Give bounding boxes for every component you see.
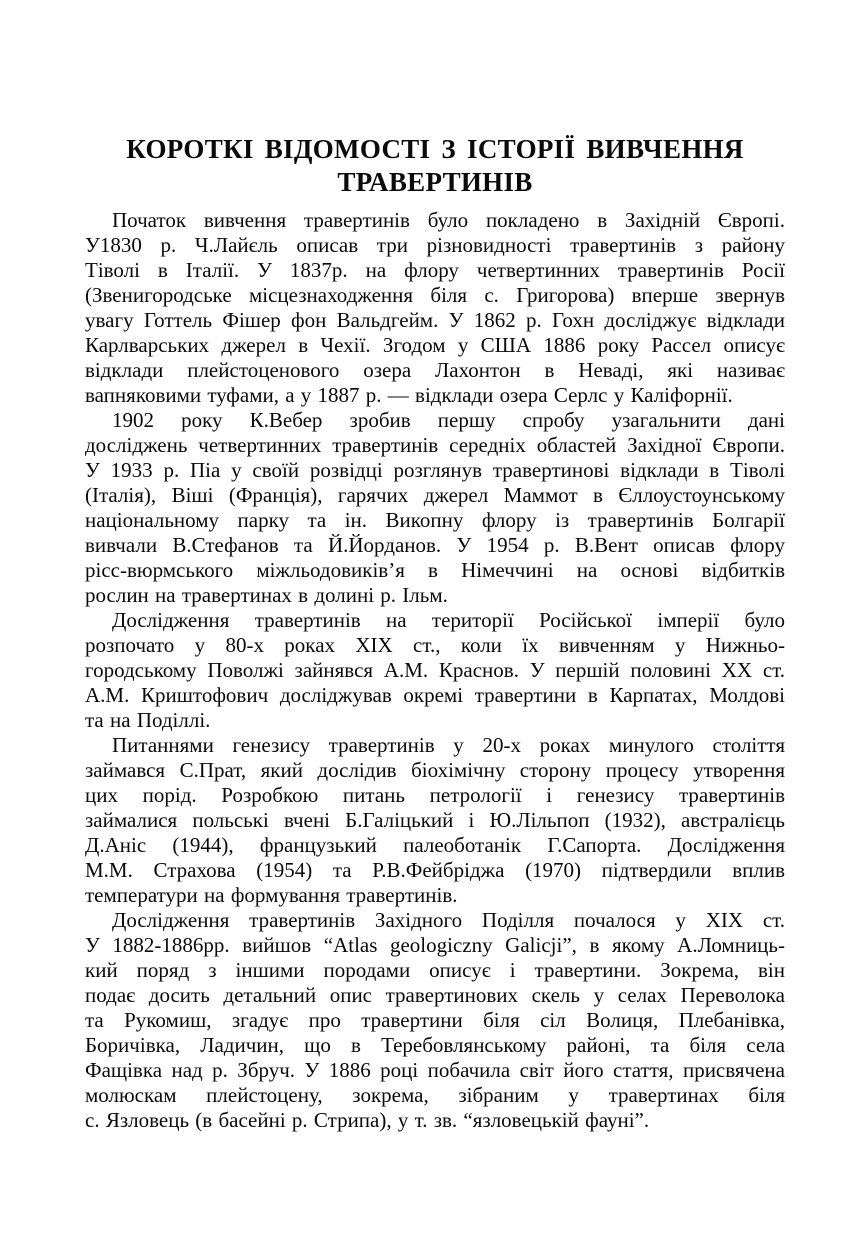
text-line: кий поряд з іншими породами описує і травертини. Зокрема, він [85,958,785,982]
paragraph [85,908,785,1133]
text-line: Боричівка, Ладичин, що в Теребовлянському районі, та біля села [85,1033,785,1057]
text-line: займався С.Прат, який дослідив біохімічну сторону процесу утворення [85,758,785,782]
document-body [85,208,785,1133]
text-line: вивчали В.Стефанов та Й.Йорданов. У 1954 р. В.Вент описав флору [85,533,785,557]
paragraph [85,408,785,608]
text-line: с. Язловець (в басейні р. Стрипа), у т. зв. “язловецькій фауні”. [85,1108,650,1132]
text-line: Початок вивчення травертинів було покладено в Західній Європі. [112,208,785,232]
text-line: У1830 р. Ч.Лайєль описав три різновидності травертинів з району [85,233,785,257]
paragraph [85,608,785,733]
text-line: рослин на травертинах в долині р. Ільм. [85,583,448,607]
text-line: вапняковими туфами, а у 1887 р. — відклади озера Серлс у Каліфорнії. [85,383,733,407]
text-line: У 1933 р. Піа у своїй розвідці розглянув травертинові відклади в Тіволі [85,458,785,482]
text-line: А.М. Криштофович досліджував окремі травертини в Карпатах, Молдові [85,683,785,707]
page-title-line-1: КОРОТКІ ВІДОМОСТІ З ІСТОРІЇ ВИВЧЕННЯ [126,134,744,164]
text-line: Дослідження травертинів на території Російської імперії було [112,608,785,632]
page-title-line-2: ТРАВЕРТИНІВ [337,167,533,197]
text-line: та Рукомиш, згадує про травертини біля сіл Волиця, Плебанівка, [85,1008,785,1032]
text-line: відклади плейстоценового озера Лахонтон в Неваді, які називає [85,358,785,382]
text-line: займалися польські вчені Б.Галіцький і Ю.Лільпоп (1932), австралієць [85,808,785,832]
text-line: температури на формування травертинів. [85,883,458,907]
page-title [85,133,785,199]
text-line: досліджень четвертинних травертинів середніх областей Західної Європи. [85,433,785,457]
text-line: Карлварських джерел в Чехії. Згодом у США 1886 року Рассел описує [85,333,785,357]
text-line: Питаннями генезису травертинів у 20-х роках минулого століття [112,733,785,757]
text-line: розпочато у 80-х роках XIX ст., коли їх вивченням у Нижньо- [85,633,785,657]
text-line: (Італія), Віші (Франція), гарячих джерел Маммот в Єллоустоунському [85,483,785,507]
text-line: цих порід. Розробкою питань петрології і генезису травертинів [85,783,785,807]
text-line: молюскам плейстоцену, зокрема, зібраним у травертинах біля [85,1083,785,1107]
text-line: (Звенигородське місцезнаходження біля с. Григорова) вперше звернув [85,283,785,307]
text-line: рісс-вюрмського міжльодовиків’я в Німеччині на основі відбитків [85,558,785,582]
text-line: увагу Готтель Фішер фон Вальдгейм. У 1862 р. Гохн досліджує відклади [85,308,785,332]
text-line: городському Поволжі зайнявся А.М. Краснов. У першій половині XX ст. [85,658,785,682]
text-line: подає досить детальний опис травертинових скель у селах Переволока [85,983,785,1007]
text-line: національному парку та ін. Викопну флору із травертинів Болгарії [85,508,785,532]
paragraph [85,208,785,408]
text-line: У 1882-1886рр. вийшов “Atlas geologiczny Galicji”, в якому А.Ломниць- [85,933,785,957]
text-line: Дослідження травертинів Західного Поділля почалося у XIX ст. [112,908,785,932]
paragraph [85,733,785,908]
text-line: Д.Аніс (1944), французький палеоботанік Г.Сапорта. Дослідження [85,833,785,857]
text-line: М.М. Страхова (1954) та Р.В.Фейбріджа (1970) підтвердили вплив [85,858,785,882]
text-line: Фащівка над р. Збруч. У 1886 році побачила світ його стаття, присвячена [85,1058,785,1082]
text-line: та на Поділлі. [85,708,211,732]
text-line: Тіволі в Італії. У 1837р. на флору четвертинних травертинів Росії [85,258,785,282]
text-line: 1902 року К.Вебер зробив першу спробу узагальнити дані [112,408,785,432]
